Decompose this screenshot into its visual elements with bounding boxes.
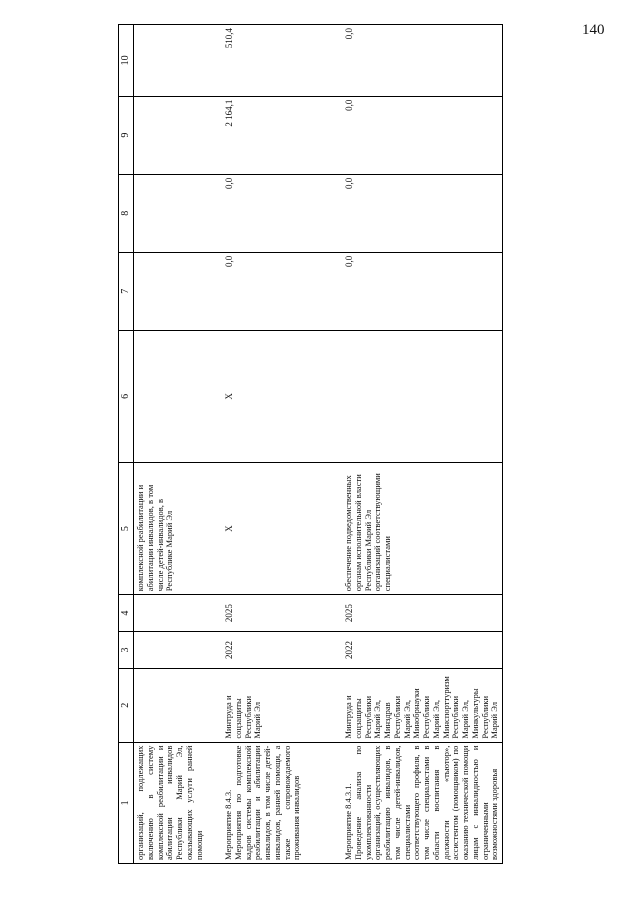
column-number: 1	[119, 742, 134, 863]
activity-description: Мероприятие 8.4.3. Мероприятия по подготовке кадров системы комплексной реабилитации и абилитации инвалидов, в том числе детей-инвалидов, ранней помощи, а также сопровождаемого проживания инвалидов	[223, 745, 302, 860]
responsible-executor: Минтруда и соцзащиты Республики Марий Эл	[223, 695, 263, 739]
column-number: 8	[119, 174, 134, 252]
program-activities-table	[118, 24, 503, 864]
column-8-value: 0,0	[224, 177, 234, 189]
column-9-value: 2 164,1	[224, 99, 234, 127]
column-8-value: 0,0	[344, 177, 354, 189]
column-number: 10	[119, 25, 134, 97]
activity-description: Мероприятие 8.4.3.1. Проведение анализа по укомплектованности организаций, осуществляющих реабилитацию инвалидов, в том числе детей-инвалидов, специалистами соответствующего профиля, в том числе специалистами в области воспитания в должности «тьютор», ассистентом (помощником) по оказанию технической помощи лицам с инвалидностью и ограниченными возможностями здоровья	[343, 745, 500, 860]
activity-description: организаций, подлежащих включению в систему комплексной реабилитации и абилитации инвалидов Республики Марий Эл, оказывающих услуги ранней помощи	[135, 745, 204, 860]
expected-result: комплексной реабилитации и абилитации инвалидов, в том числе детей-инвалидов, в Республике Марий Эл	[135, 484, 175, 592]
column-number: 6	[119, 330, 134, 462]
column-number: 7	[119, 252, 134, 330]
column-6-value: X	[224, 393, 234, 400]
column-number: 4	[119, 595, 134, 632]
column-number: 3	[119, 632, 134, 669]
end-year: 2025	[224, 604, 234, 623]
expected-result: обеспечение подведомственных органам исполнительной власти Республики Марий Эл организаций соответствующими специалистами	[343, 473, 393, 592]
end-year: 2025	[344, 604, 354, 623]
rotated-table-page	[118, 8, 639, 878]
table-row	[336, 25, 503, 864]
page-number: 140	[582, 22, 605, 38]
start-year: 2022	[224, 640, 234, 659]
column-number: 9	[119, 96, 134, 174]
start-year: 2022	[344, 640, 354, 659]
column-number: 2	[119, 668, 134, 742]
column-9-value: 0,0	[344, 99, 354, 111]
table-row	[134, 25, 217, 864]
table-header-row	[119, 25, 134, 864]
column-10-value: 0,0	[344, 28, 354, 40]
column-7-value: 0,0	[344, 255, 354, 267]
column-7-value: 0,0	[224, 255, 234, 267]
column-10-value: 510,4	[224, 28, 234, 49]
table-row	[216, 25, 336, 864]
responsible-executor: Минтруда и соцзащиты Республики Марий Эл, Минздрав Республики Марий Эл, Минобрнауки Республики Марий Эл, Минспорттуризм Республики Марий Эл, Минкультуры Республики Марий Эл	[343, 676, 500, 739]
column-number: 5	[119, 462, 134, 594]
expected-result: X	[224, 525, 234, 532]
